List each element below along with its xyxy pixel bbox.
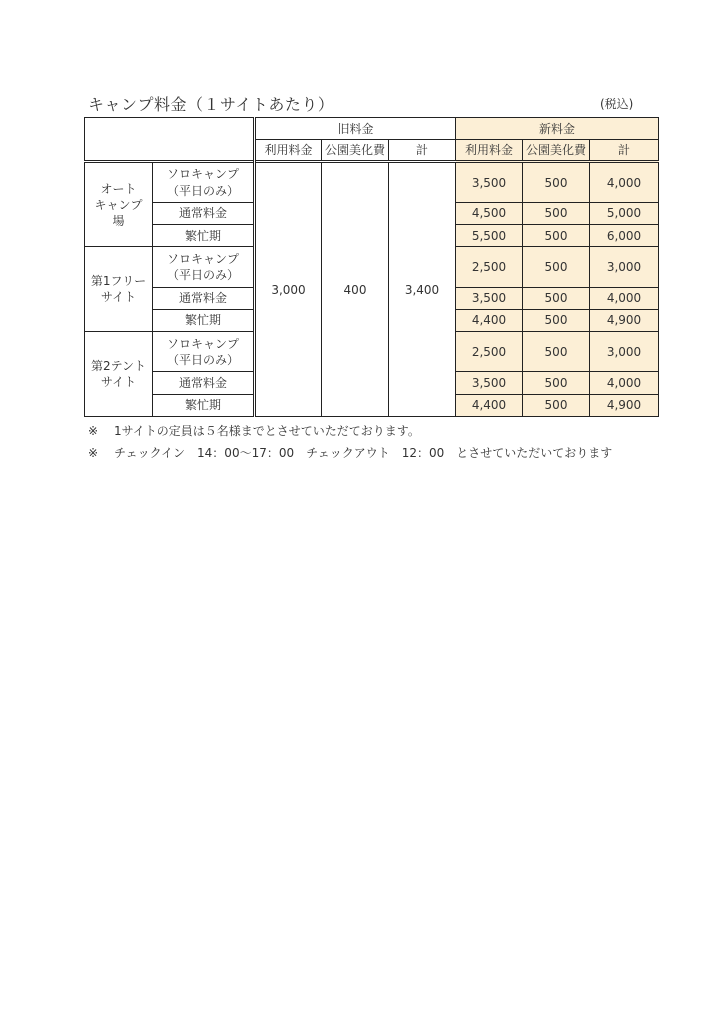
section-name-auto-camp: オート キャンプ 場 <box>85 162 153 247</box>
new-park-cell: 500 <box>523 247 590 287</box>
new-total-cell: 4,900 <box>590 309 659 331</box>
new-usage-cell: 2,500 <box>456 247 523 287</box>
header-blank <box>85 118 255 162</box>
price-table <box>84 117 659 417</box>
new-park-cell: 500 <box>523 309 590 331</box>
new-total-cell: 4,900 <box>590 394 659 416</box>
new-fee-header: 新料金 <box>456 118 659 140</box>
row-label: 通常料金 <box>153 287 255 309</box>
row-label: 繁忙期 <box>153 309 255 331</box>
row-label: 通常料金 <box>153 202 255 224</box>
new-total-header: 計 <box>590 140 659 162</box>
old-park-header: 公園美化費 <box>322 140 389 162</box>
new-usage-cell: 4,500 <box>456 202 523 224</box>
new-park-cell: 500 <box>523 162 590 202</box>
new-usage-cell: 3,500 <box>456 287 523 309</box>
section-name-free-site-1: 第1フリー サイト <box>85 247 153 332</box>
old-total-value: 3,400 <box>389 162 456 417</box>
new-total-cell: 4,000 <box>590 287 659 309</box>
new-total-cell: 3,000 <box>590 247 659 287</box>
new-usage-cell: 5,500 <box>456 225 523 247</box>
row-label: ソロキャンプ （平日のみ） <box>153 332 255 372</box>
old-total-header: 計 <box>389 140 456 162</box>
new-total-cell: 4,000 <box>590 372 659 394</box>
page-title: キャンプ料金（１サイトあたり） <box>88 95 335 114</box>
row-label: 繁忙期 <box>153 225 255 247</box>
row-label: ソロキャンプ （平日のみ） <box>153 162 255 202</box>
new-usage-header: 利用料金 <box>456 140 523 162</box>
old-fee-header: 旧料金 <box>255 118 456 140</box>
new-park-cell: 500 <box>523 225 590 247</box>
old-park-value: 400 <box>322 162 389 417</box>
new-park-cell: 500 <box>523 394 590 416</box>
note-text: チェックイン 14：00〜17：00 チェックアウト 12：00 とさせていただいております <box>114 446 613 460</box>
new-usage-cell: 3,500 <box>456 162 523 202</box>
old-usage-header: 利用料金 <box>255 140 322 162</box>
new-total-cell: 5,000 <box>590 202 659 224</box>
new-park-cell: 500 <box>523 332 590 372</box>
new-total-cell: 4,000 <box>590 162 659 202</box>
note-mark: ※ <box>88 446 99 460</box>
new-usage-cell: 4,400 <box>456 394 523 416</box>
row-label: 繁忙期 <box>153 394 255 416</box>
new-park-cell: 500 <box>523 372 590 394</box>
new-usage-cell: 3,500 <box>456 372 523 394</box>
new-park-cell: 500 <box>523 287 590 309</box>
new-usage-cell: 4,400 <box>456 309 523 331</box>
row-label: 通常料金 <box>153 372 255 394</box>
new-total-cell: 3,000 <box>590 332 659 372</box>
old-usage-value: 3,000 <box>255 162 322 417</box>
new-park-cell: 500 <box>523 202 590 224</box>
note-capacity <box>88 422 420 439</box>
note-text: 1サイトの定員は５名様までとさせていただております。 <box>114 424 420 438</box>
note-checkin <box>88 444 612 461</box>
new-park-header: 公園美化費 <box>523 140 590 162</box>
note-mark: ※ <box>88 424 99 438</box>
new-usage-cell: 2,500 <box>456 332 523 372</box>
section-name-tent-site-2: 第2テント サイト <box>85 332 153 417</box>
row-label: ソロキャンプ （平日のみ） <box>153 247 255 287</box>
new-total-cell: 6,000 <box>590 225 659 247</box>
tax-note: (税込) <box>600 97 634 111</box>
